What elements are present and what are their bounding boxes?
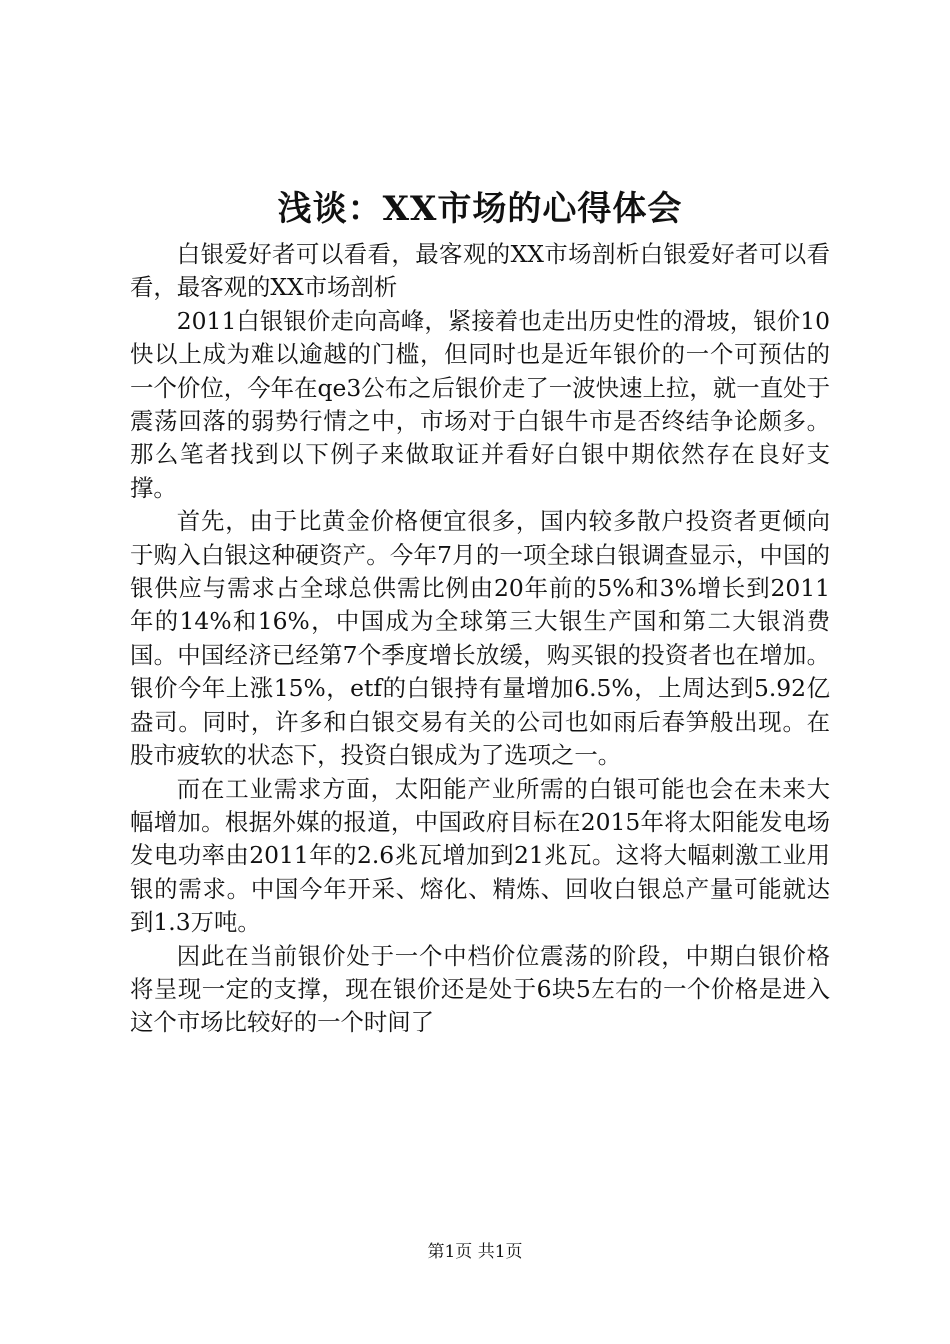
paragraph-intro: 白银爱好者可以看看，最客观的XX市场剖析白银爱好者可以看看，最客观的XX市场剖析 bbox=[130, 240, 830, 302]
paragraph-industrial-demand: 而在工业需求方面，太阳能产业所需的白银可能也会在未来大幅增加。根据外媒的报道，中国政府目标在2015年将太阳能发电场发电功率由2011年的2.6兆瓦增加到21兆瓦。这将大幅刺激工业用银的需求。中国今年开采、熔化、精炼、回收白银总产量可能就达到1.3万吨。 bbox=[130, 774, 830, 937]
page-number-footer: 第1页 共1页 bbox=[427, 1242, 523, 1262]
paragraph-silver-price-history: 2011白银银价走向高峰，紧接着也走出历史性的滑坡，银价10快以上成为难以逾越的门槛，但同时也是近年银价的一个可预估的一个价位，今年在qe3公布之后银价走了一波快速上拉，就一直处于震荡回落的弱势行情之中，市场对于白银牛市是否终结争论颇多。那么笔者找到以下例子来做取证并看好白银中期依然存在良好支撑。 bbox=[130, 306, 830, 502]
document-title: 浅谈：XX市场的心得体会 bbox=[277, 189, 683, 229]
document-body bbox=[130, 238, 830, 1040]
paragraph-conclusion: 因此在当前银价处于一个中档价位震荡的阶段，中期白银价格将呈现一定的支撑，现在银价还是处于6块5左右的一个价格是进入这个市场比较好的一个时间了 bbox=[130, 941, 830, 1037]
paragraph-investment-demand: 首先，由于比黄金价格便宜很多，国内较多散户投资者更倾向于购入白银这种硬资产。今年7月的一项全球白银调查显示，中国的银供应与需求占全球总供需比例由20年前的5%和3%增长到2011年的14%和16%，中国成为全球第三大银生产国和第二大银消费国。中国经济已经第7个季度增长放缓，购买银的投资者也在增加。银价今年上涨15%，etf的白银持有量增加6.5%，上周达到5.92亿盎司。同时，许多和白银交易有关的公司也如雨后春笋般出现。在股市疲软的状态下，投资白银成为了选项之一。 bbox=[130, 507, 830, 770]
